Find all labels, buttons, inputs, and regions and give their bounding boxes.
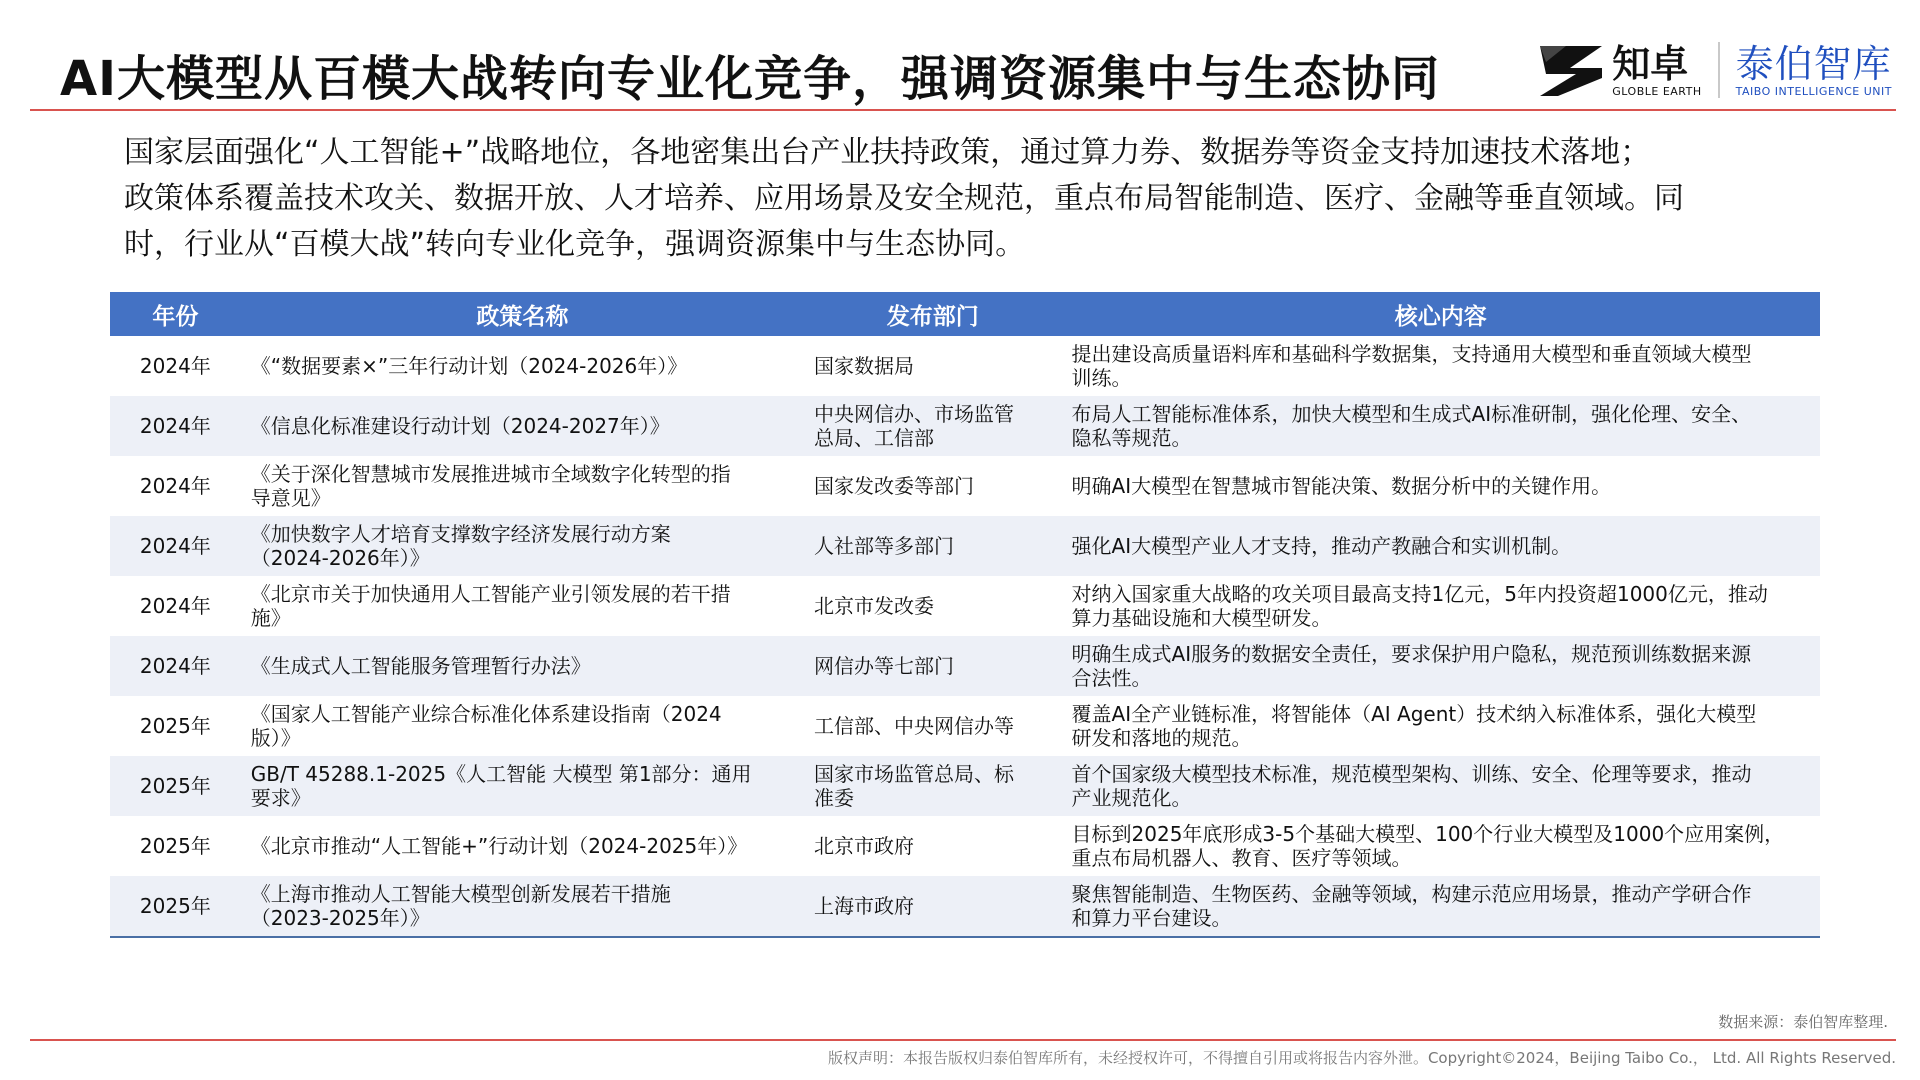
cell-policy-name-line: 导意见》 [250, 486, 331, 510]
cell-department [804, 756, 1062, 816]
zhizhuo-logo-name: 知卓 [1612, 41, 1689, 86]
cell-department [804, 816, 1062, 876]
cell-department [804, 396, 1062, 456]
table-row [110, 756, 1820, 816]
cell-department [804, 876, 1062, 937]
cell-policy-name-line: 施》 [250, 606, 291, 630]
cell-policy-name [241, 336, 804, 396]
cell-department [804, 636, 1062, 696]
cell-core-content-line: 和算力平台建设。 [1071, 906, 1232, 930]
data-source-note: 数据来源：泰伯智库整理. [1718, 1013, 1888, 1031]
zhizhuo-logo-sub: GLOBLE EARTH [1612, 84, 1702, 98]
cell-department-line: 中央网信办、市场监管 [814, 402, 1015, 426]
cell-year: 2024年 [110, 396, 241, 456]
cell-policy-name-line: （2024-2026年）》 [250, 546, 430, 570]
cell-core-content-line: 重点布局机器人、教育、医疗等领域。 [1071, 846, 1412, 870]
cell-core-content-line: 目标到2025年底形成3-5个基础大模型、100个行业大模型及1000个应用案例， [1071, 822, 1785, 846]
cell-core-content-line: 强化AI大模型产业人才支持，推动产教融合和实训机制。 [1071, 534, 1572, 558]
cell-department-line: 国家市场监管总局、标 [814, 762, 1015, 786]
logo-area [1536, 38, 1892, 102]
cell-policy-name-line: 《北京市推动“人工智能+”行动计划（2024-2025年）》 [250, 834, 748, 858]
table-row [110, 516, 1820, 576]
intro-line: 国家层面强化“人工智能+”战略地位，各地密集出台产业扶持政策，通过算力券、数据券等资金支持加速技术落地； [124, 135, 1651, 170]
cell-core-content [1062, 636, 1820, 696]
cell-department [804, 576, 1062, 636]
cell-core-content-line: 首个国家级大模型技术标准，规范模型架构、训练、安全、伦理等要求，推动 [1071, 762, 1752, 786]
page-title: AI大模型从百模大战转向专业化竞争，强调资源集中与生态协同 [60, 51, 1441, 107]
cell-department-line: 国家数据局 [814, 354, 915, 378]
cell-department [804, 336, 1062, 396]
cell-year: 2025年 [110, 816, 241, 876]
cell-core-content-line: 训练。 [1071, 366, 1132, 390]
cell-core-content-line: 聚焦智能制造、生物医药、金融等领域，构建示范应用场景，推动产学研合作 [1071, 882, 1752, 906]
cell-policy-name-line: 版）》 [250, 726, 301, 750]
cell-policy-name-line: 《关于深化智慧城市发展推进城市全域数字化转型的指 [250, 462, 731, 486]
cell-policy-name-line: GB/T 45288.1-2025《人工智能 大模型 第1部分：通用 [250, 762, 752, 786]
cell-policy-name-line: （2023-2025年）》 [250, 906, 430, 930]
cell-core-content-line: 合法性。 [1071, 666, 1152, 690]
cell-core-content-line: 明确生成式AI服务的数据安全责任，要求保护用户隐私，规范预训练数据来源 [1071, 642, 1752, 666]
cell-year: 2024年 [110, 336, 241, 396]
cell-core-content-line: 产业规范化。 [1071, 786, 1192, 810]
cell-year: 2025年 [110, 876, 241, 937]
cell-core-content [1062, 456, 1820, 516]
cell-policy-name-line: 《国家人工智能产业综合标准化体系建设指南（2024 [250, 702, 722, 726]
footer-divider [30, 1039, 1896, 1041]
cell-department-line: 上海市政府 [814, 894, 915, 918]
cell-core-content-line: 隐私等规范。 [1071, 426, 1192, 450]
cell-department [804, 696, 1062, 756]
cell-department-line: 工信部、中央网信办等 [814, 714, 1015, 738]
table-body [110, 336, 1820, 937]
header-year: 年份 [110, 292, 241, 336]
intro-line: 时，行业从“百模大战”转向专业化竞争，强调资源集中与生态协同。 [124, 227, 1026, 262]
taibo-logo-name: 泰伯智库 [1735, 41, 1892, 86]
copyright-notice: 版权声明：本报告版权归泰伯智库所有，未经授权许可，不得擅自引用或将报告内容外泄。Copyright©2024，Beijing Taibo Co.， Ltd. All Rights Reserved. [827, 1049, 1896, 1067]
policy-table [110, 292, 1820, 938]
header-policy-name: 政策名称 [241, 292, 804, 336]
table-row [110, 576, 1820, 636]
cell-policy-name [241, 576, 804, 636]
intro-line: 政策体系覆盖技术攻关、数据开放、人才培养、应用场景及安全规范，重点布局智能制造、医疗、金融等垂直领域。同 [124, 181, 1684, 216]
cell-core-content [1062, 696, 1820, 756]
table-header-row [110, 292, 1820, 336]
header-department: 发布部门 [804, 292, 1062, 336]
cell-year: 2024年 [110, 516, 241, 576]
table-row [110, 816, 1820, 876]
cell-year: 2024年 [110, 456, 241, 516]
cell-department [804, 516, 1062, 576]
intro-paragraph [124, 130, 1804, 268]
cell-core-content-line: 研发和落地的规范。 [1071, 726, 1252, 750]
cell-department-line: 国家发改委等部门 [814, 474, 975, 498]
cell-year: 2025年 [110, 756, 241, 816]
table-row [110, 396, 1820, 456]
cell-year: 2025年 [110, 696, 241, 756]
cell-policy-name [241, 756, 804, 816]
cell-department-line: 北京市发改委 [814, 594, 935, 618]
cell-year: 2024年 [110, 636, 241, 696]
logo-separator [1718, 42, 1720, 98]
cell-department-line: 北京市政府 [814, 834, 915, 858]
cell-policy-name [241, 876, 804, 937]
cell-policy-name-line: 《加快数字人才培育支撑数字经济发展行动方案 [250, 522, 671, 546]
zhizhuo-logo-text [1612, 43, 1701, 98]
header-core-content: 核心内容 [1062, 292, 1820, 336]
cell-policy-name-line: 《北京市关于加快通用人工智能产业引领发展的若干措 [250, 582, 731, 606]
cell-policy-name-line: 要求》 [250, 786, 311, 810]
title-divider [30, 109, 1896, 111]
cell-core-content-line: 对纳入国家重大战略的攻关项目最高支持1亿元，5年内投资超1000亿元，推动 [1071, 582, 1768, 606]
cell-core-content-line: 布局人工智能标准体系，加快大模型和生成式AI标准研制，强化伦理、安全、 [1071, 402, 1752, 426]
cell-core-content [1062, 396, 1820, 456]
cell-policy-name [241, 816, 804, 876]
cell-policy-name-line: 《信息化标准建设行动计划（2024-2027年）》 [250, 414, 670, 438]
table-row [110, 336, 1820, 396]
cell-policy-name [241, 696, 804, 756]
cell-policy-name [241, 456, 804, 516]
cell-core-content [1062, 756, 1820, 816]
cell-department [804, 456, 1062, 516]
cell-policy-name-line: 《上海市推动人工智能大模型创新发展若干措施 [250, 882, 671, 906]
taibo-logo [1736, 43, 1892, 98]
cell-year: 2024年 [110, 576, 241, 636]
table-row [110, 456, 1820, 516]
cell-department-line: 准委 [814, 786, 855, 810]
table-row [110, 636, 1820, 696]
cell-core-content-line: 提出建设高质量语料库和基础科学数据集，支持通用大模型和垂直领域大模型 [1071, 342, 1752, 366]
taibo-logo-sub: TAIBO INTELLIGENCE UNIT [1735, 84, 1892, 98]
cell-policy-name [241, 636, 804, 696]
cell-policy-name-line: 《生成式人工智能服务管理暂行办法》 [250, 654, 591, 678]
cell-department-line: 人社部等多部门 [814, 534, 955, 558]
cell-core-content-line: 算力基础设施和大模型研发。 [1071, 606, 1332, 630]
cell-policy-name [241, 396, 804, 456]
cell-core-content-line: 覆盖AI全产业链标准，将智能体（AI Agent）技术纳入标准体系，强化大模型 [1071, 702, 1757, 726]
cell-core-content [1062, 816, 1820, 876]
cell-core-content [1062, 516, 1820, 576]
cell-core-content [1062, 576, 1820, 636]
table-row [110, 876, 1820, 937]
zhizhuo-logo-mark-icon [1536, 38, 1606, 102]
cell-core-content [1062, 336, 1820, 396]
cell-department-line: 网信办等七部门 [814, 654, 955, 678]
table-row [110, 696, 1820, 756]
cell-policy-name [241, 516, 804, 576]
cell-department-line: 总局、工信部 [814, 426, 935, 450]
cell-policy-name-line: 《“数据要素×”三年行动计划（2024-2026年）》 [250, 354, 688, 378]
cell-core-content [1062, 876, 1820, 937]
cell-core-content-line: 明确AI大模型在智慧城市智能决策、数据分析中的关键作用。 [1071, 474, 1612, 498]
